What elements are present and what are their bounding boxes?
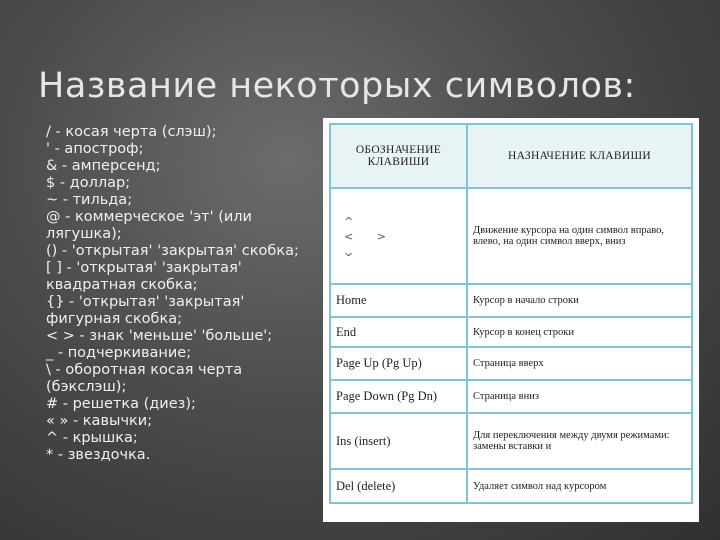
row-description: Страница вниз <box>467 380 692 413</box>
table-row <box>330 284 692 317</box>
header-purpose-column: НАЗНАЧЕНИЕ КЛАВИШИ <box>467 124 692 188</box>
arrow-left-right-icon: < > <box>344 229 396 243</box>
arrow-keys-icon <box>336 214 461 259</box>
keys-table-frame <box>323 118 699 522</box>
table-row <box>330 317 692 347</box>
list-item: / - косая черта (слэш); <box>46 124 217 140</box>
list-item: [ ] - 'открытая' 'закрытая' квадратная скобка; <box>46 260 247 293</box>
arrow-up-icon: ^ <box>344 214 354 228</box>
row-key: Page Up (Pg Up) <box>330 347 467 380</box>
keys-table <box>329 123 693 504</box>
list-item: $ - доллар; <box>46 175 131 191</box>
row-description: Движение курсора на один символ вправо, влево, на один символ вверх, вниз <box>467 188 692 284</box>
row-key: End <box>330 317 467 347</box>
row-description: Курсор в начало строки <box>467 284 692 317</box>
arrow-down-icon: ^ <box>344 244 354 258</box>
symbol-list <box>46 124 308 464</box>
list-item: \ - оборотная косая черта (бэкслэш); <box>46 362 247 395</box>
row-key: Page Down (Pg Dn) <box>330 380 467 413</box>
list-item: {} - 'открытая' 'закрытая' фигурная скобка; <box>46 294 249 327</box>
list-item: & - амперсенд; <box>46 158 161 174</box>
row-description: Удаляет символ над курсором <box>467 469 692 503</box>
list-item: ^ - крышка; <box>46 430 138 446</box>
list-item: _ - подчеркивание; <box>46 345 192 361</box>
table-header-row <box>330 124 692 188</box>
slide-title: Название некоторых символов: <box>38 66 636 106</box>
list-item: « » - кавычки; <box>46 413 153 429</box>
list-item: ' - апостроф; <box>46 141 144 157</box>
row-key: Ins (insert) <box>330 413 467 469</box>
table-row <box>330 188 692 284</box>
table-row <box>330 380 692 413</box>
row-description: Курсор в конец строки <box>467 317 692 347</box>
row-description: Для переключения между двумя режимами: замены вставки и <box>467 413 692 469</box>
header-key-column: ОБОЗНАЧЕНИЕ КЛАВИШИ <box>330 124 467 188</box>
table-row <box>330 469 692 503</box>
list-item: ~ - тильда; <box>46 192 133 208</box>
table-row <box>330 413 692 469</box>
row-key: Del (delete) <box>330 469 467 503</box>
row-key: Home <box>330 284 467 317</box>
arrow-keys-cell <box>330 188 467 284</box>
list-item: () - 'открытая' 'закрытая' скобка; <box>46 243 299 259</box>
list-item: @ - коммерческое 'эт' (или лягушка); <box>46 209 257 242</box>
list-item: * - звездочка. <box>46 447 151 463</box>
list-item: # - решетка (диез); <box>46 396 196 412</box>
table-row <box>330 347 692 380</box>
row-description: Страница вверх <box>467 347 692 380</box>
list-item: < > - знак 'меньше' 'больше'; <box>46 328 273 344</box>
